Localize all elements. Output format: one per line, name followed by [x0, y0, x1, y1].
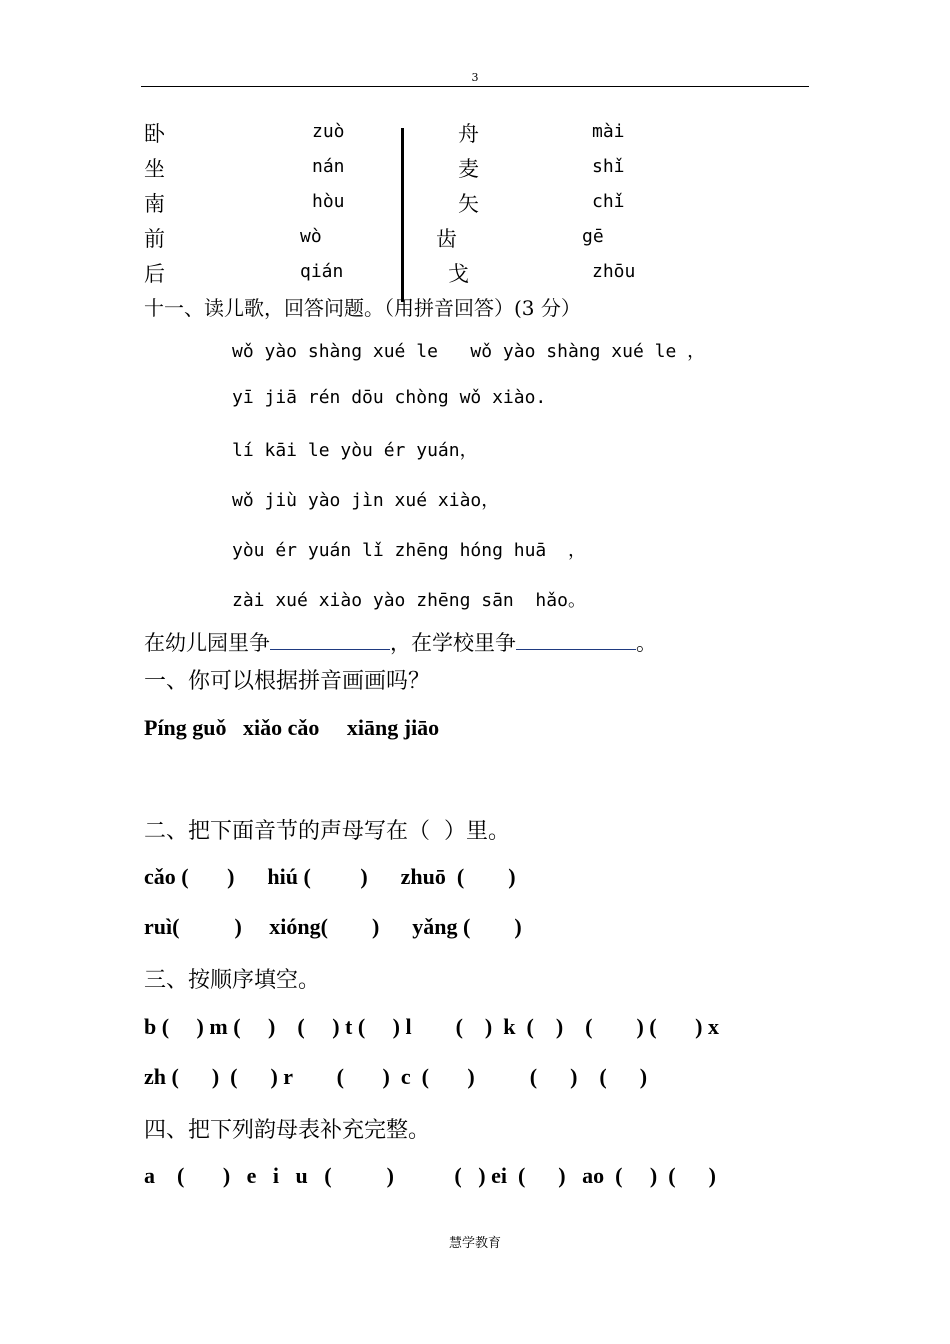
right-pinyin: mài — [592, 121, 625, 142]
initials-line: ruì( ) xióng( ) yǎng ( ) — [144, 914, 522, 939]
left-char: 坐 — [144, 157, 165, 181]
left-char: 卧 — [144, 122, 165, 146]
answer-blank-kindergarten[interactable] — [270, 629, 390, 650]
left-pinyin: wò — [300, 226, 322, 247]
rhyme-line: wǒ jiù yào jìn xué xiào， — [232, 490, 500, 511]
right-pinyin: zhōu — [592, 261, 636, 282]
right-char: 矢 — [458, 192, 479, 216]
header-rule — [141, 86, 809, 87]
initials-line: cǎo ( ) hiú ( ) zhuō ( ) — [144, 864, 516, 889]
question-text: 在幼儿园里争 — [144, 631, 270, 655]
left-pinyin: hòu — [312, 191, 345, 212]
right-char: 戈 — [448, 262, 469, 286]
section-11-heading: 十一、读儿歌，回答问题。（用拼音回答）(3 分） — [144, 296, 581, 320]
right-char: 麦 — [458, 157, 479, 181]
question-text: 。 — [636, 631, 657, 655]
footer-text: 慧学教育 — [448, 1236, 501, 1251]
left-char: 后 — [144, 262, 165, 286]
rhyme-line: zài xué xiào yào zhēng sān hǎo。 — [232, 590, 586, 611]
rhyme-line: lí kāi le yòu ér yuán， — [232, 440, 478, 461]
left-pinyin: nán — [312, 156, 345, 177]
rhyme-question — [144, 627, 657, 657]
right-pinyin: shǐ — [592, 156, 625, 177]
right-pinyin: gē — [582, 226, 604, 247]
rhyme-line: wǒ yào shàng xué le wǒ yào shàng xué le ， — [232, 341, 706, 362]
section-4-heading: 四、把下列韵母表补充完整。 — [144, 1118, 431, 1143]
drawing-words: Píng guǒ xiǎo cǎo xiāng jiāo — [144, 715, 440, 740]
left-pinyin: qián — [300, 261, 344, 282]
answer-blank-school[interactable] — [516, 629, 636, 650]
sequence-line: zh ( ) ( ) r ( ) c ( ) ( ) ( ) — [144, 1064, 648, 1089]
section-2-heading: 二、把下面音节的声母写在（ ）里。 — [144, 819, 510, 844]
section-1-heading: 一、你可以根据拼音画画吗？ — [144, 669, 431, 694]
finals-line: a ( ) e i u ( ) ( ) ei ( ) ao ( ) ( ) — [144, 1163, 716, 1188]
question-text: ，在学校里争 — [390, 631, 516, 655]
page-number: 3 — [471, 71, 479, 84]
left-pinyin: zuò — [312, 121, 345, 142]
left-char: 前 — [144, 227, 165, 251]
rhyme-line: yòu ér yuán lǐ zhēng hóng huā ， — [232, 540, 586, 561]
section-3-heading: 三、按顺序填空。 — [144, 968, 321, 993]
left-char: 南 — [144, 192, 165, 216]
column-divider — [401, 128, 404, 302]
rhyme-line: yī jiā rén dōu chòng wǒ xiào. — [232, 387, 547, 408]
right-char: 齿 — [436, 227, 457, 251]
right-pinyin: chǐ — [592, 191, 625, 212]
right-char: 舟 — [458, 122, 479, 146]
sequence-line: b ( ) m ( ) ( ) t ( ) l ( ) k ( ) ( ) ( ) x — [144, 1014, 719, 1039]
